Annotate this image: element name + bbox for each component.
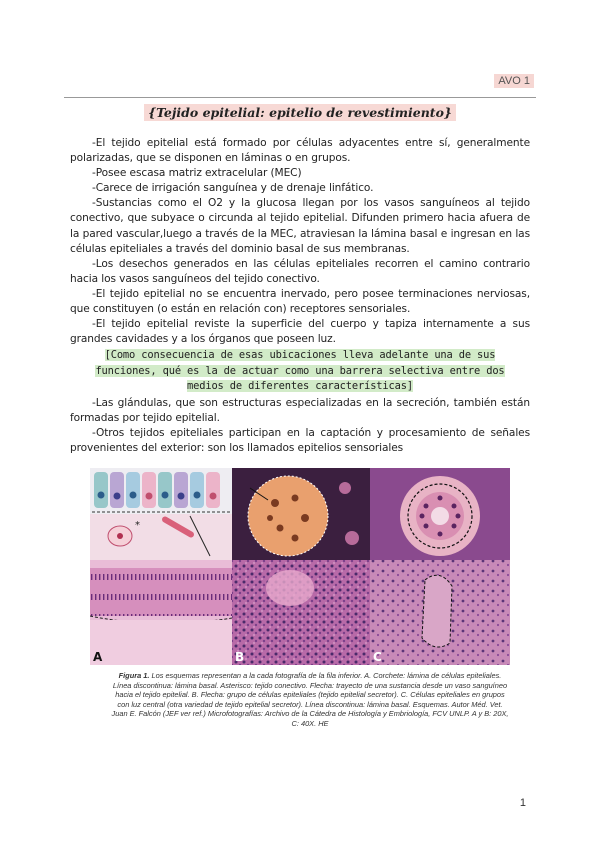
highlight-line: funciones, qué es la de actuar como una barrera selectiva entre dos	[95, 364, 505, 377]
svg-text:*: *	[135, 520, 140, 531]
page-number: 1	[519, 797, 526, 809]
caption-text: Los esquemas representan a la cada fotografía de la fila inferior. A. Corchete: lámina de células epiteliales. Línea discontinua: lámina basal. Asterisco: tejido conectivo. Flecha: trayecto de una sustancia desde un vaso sanguíneo hacia el tejido epitelial. B. Flecha: grupo de células epiteliales (tejido epitelial secretor). C. Células epiteliales en grupos con luz central (otra variedad de tejido epitelial secretor). Línea discontinua: lámina basal. Esquemas. Autor Méd. Vet. Juan E. Falcón (JEF ver ref.) Microfotografías: Archivo de la Cátedra de Histología y Embriología, FCV UNLP. A y B: 20X, C: 40X. HE	[111, 671, 509, 728]
caption-label: Figura 1.	[118, 671, 150, 680]
page-title: {Tejido epitelial: epitelio de revestimiento}	[144, 104, 456, 121]
schematic-b	[232, 468, 370, 560]
micrograph-a	[90, 560, 232, 665]
paragraph: -El tejido epitelial está formado por células adyacentes entre sí, generalmente polarizadas, que se disponen en láminas o en grupos.	[70, 137, 530, 165]
header-divider	[64, 97, 536, 98]
body-text	[70, 136, 530, 456]
micrograph-b	[232, 560, 370, 665]
paragraph: -El tejido epitelial no se encuentra inervado, pero posee terminaciones nerviosas, que constituyen (o están en relación con) receptores sensoriales.	[70, 287, 530, 316]
panel-label-c: C	[373, 650, 382, 664]
highlight-line: medios de diferentes características]	[187, 380, 413, 393]
paragraph: -Sustancias como el O2 y la glucosa llegan por los vasos sanguíneos al tejido conectivo, que subyace o circunda al tejido epitelial. Difunden primero hacia afuera de la pared vascular,luego a través de la MEC, atraviesan la lámina basal e ingresan en las células epiteliales a través del dominio basal de sus membranas.	[70, 197, 530, 255]
micrograph-c	[370, 560, 510, 665]
course-label: AVO 1	[494, 74, 534, 88]
paragraph: -Los desechos generados en las células epiteliales recorren el camino contrario hacia los vasos sanguíneos del tejido conectivo.	[70, 257, 530, 285]
panel-label-b: B	[235, 650, 245, 664]
histology-figure	[90, 468, 510, 665]
paragraph: -Las glándulas, que son estructuras especializadas en la secreción, también están formadas por tejido epitelial.	[70, 396, 530, 424]
paragraph: -El tejido epitelial reviste la superficie del cuerpo y tapiza internamente a sus grandes cavidades y a los órganos que poseen luz.	[70, 318, 530, 346]
title-container	[0, 102, 600, 121]
paragraph: -Otros tejidos epiteliales participan en la captación y procesamiento de señales provenientes del exterior: son los llamados epitelios sensoriales	[70, 426, 530, 454]
paragraph: -Posee escasa matriz extracelular (MEC)	[92, 167, 302, 180]
schematic-c	[370, 468, 510, 560]
panel-label-a: A	[93, 650, 103, 664]
schematic-a	[90, 468, 232, 560]
highlight-line: [Como consecuencia de esas ubicaciones lleva adelante una de sus	[104, 349, 496, 362]
figure-caption	[110, 671, 510, 729]
highlighted-quote	[70, 348, 530, 394]
paragraph: -Carece de irrigación sanguínea y de drenaje linfático.	[92, 182, 374, 195]
